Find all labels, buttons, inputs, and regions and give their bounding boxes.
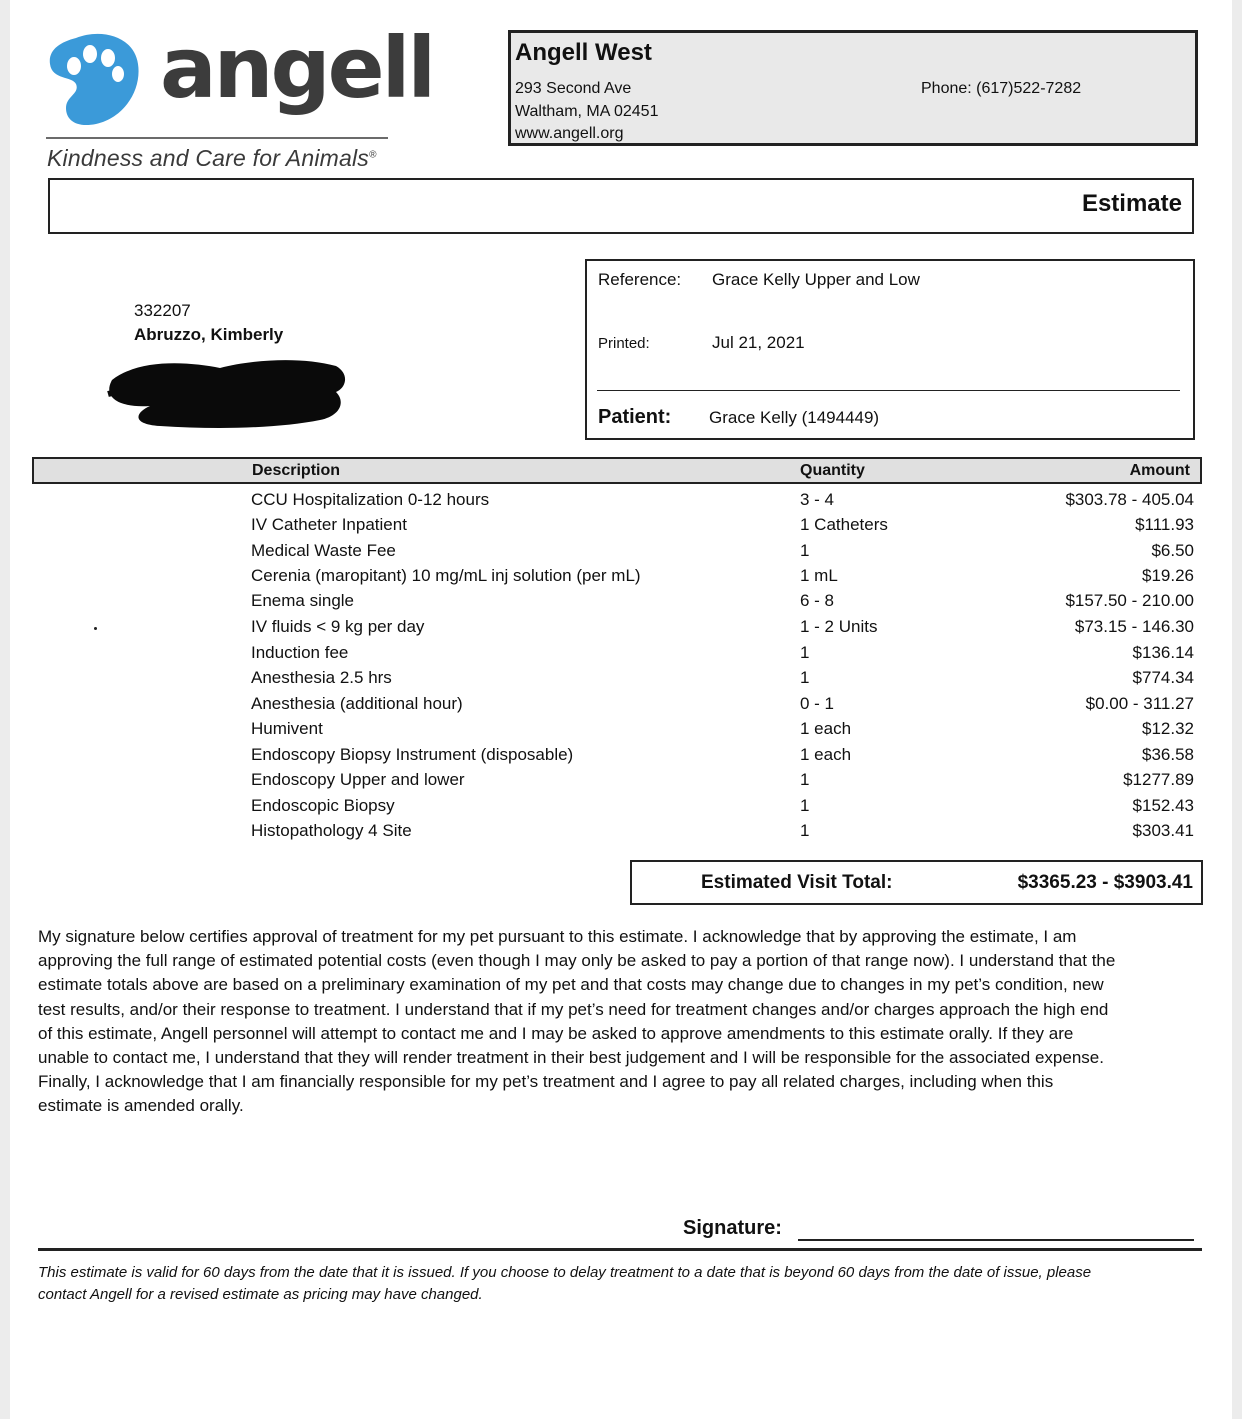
row-quantity: 1 bbox=[800, 770, 810, 789]
row-quantity: 1 Catheters bbox=[800, 515, 888, 534]
table-row bbox=[10, 794, 1232, 819]
table-row bbox=[10, 539, 1232, 564]
row-amount: $12.32 bbox=[1142, 719, 1194, 738]
row-amount: $303.78 - 405.04 bbox=[1065, 490, 1194, 509]
row-amount: $152.43 bbox=[1132, 796, 1194, 815]
row-description: IV fluids < 9 kg per day bbox=[251, 617, 425, 636]
row-amount: $1277.89 bbox=[1123, 770, 1194, 789]
row-description: CCU Hospitalization 0-12 hours bbox=[251, 490, 490, 509]
patient-value: Grace Kelly (1494449) bbox=[709, 408, 880, 427]
printed-date: Jul 21, 2021 bbox=[712, 333, 805, 352]
estimated-total-label: Estimated Visit Total: bbox=[701, 872, 893, 893]
row-description: Endoscopy Upper and lower bbox=[251, 770, 465, 789]
reference-divider bbox=[597, 390, 1180, 391]
row-quantity: 1 bbox=[800, 821, 810, 840]
estimated-total-box bbox=[630, 860, 1203, 905]
table-row bbox=[10, 768, 1232, 793]
table-row bbox=[10, 513, 1232, 538]
row-quantity: 6 - 8 bbox=[800, 591, 835, 610]
clinic-website: www.angell.org bbox=[515, 125, 624, 142]
row-amount: $6.50 bbox=[1151, 541, 1194, 560]
row-quantity: 1 each bbox=[800, 719, 852, 738]
row-amount: $73.15 - 146.30 bbox=[1074, 617, 1194, 636]
printed-label: Printed: bbox=[598, 335, 650, 352]
logo-wordmark: angell bbox=[160, 19, 434, 117]
quantity-column-header: Quantity bbox=[800, 462, 865, 479]
row-amount: $157.50 - 210.00 bbox=[1065, 591, 1194, 610]
redaction-scribble bbox=[100, 350, 350, 430]
document-title: Estimate bbox=[1081, 190, 1182, 217]
row-quantity: 1 bbox=[800, 668, 810, 687]
row-description: Enema single bbox=[251, 591, 355, 610]
signature-label: Signature: bbox=[683, 1217, 782, 1239]
row-description: Medical Waste Fee bbox=[251, 541, 396, 560]
table-row bbox=[10, 666, 1232, 691]
footer-divider bbox=[38, 1248, 1202, 1251]
row-quantity: 3 - 4 bbox=[800, 490, 835, 509]
table-row bbox=[10, 692, 1232, 717]
reference-box bbox=[585, 259, 1195, 440]
row-amount: $774.34 bbox=[1132, 668, 1194, 687]
row-quantity: 1 mL bbox=[800, 566, 838, 585]
row-amount: $136.14 bbox=[1132, 643, 1194, 662]
row-description: Induction fee bbox=[251, 643, 349, 662]
row-amount: $303.41 bbox=[1132, 821, 1194, 840]
amount-column-header: Amount bbox=[1129, 462, 1190, 479]
clinic-name: Angell West bbox=[515, 39, 652, 66]
patient-label: Patient: bbox=[598, 406, 672, 428]
clinic-info-box bbox=[508, 30, 1198, 146]
clinic-phone: Phone: (617)522-7282 bbox=[921, 80, 1082, 97]
reference-label: Reference: bbox=[598, 270, 682, 289]
row-quantity: 1 bbox=[800, 643, 810, 662]
row-description: Cerenia (maropitant) 10 mg/mL inj solution (per mL) bbox=[251, 566, 641, 585]
row-quantity: 1 bbox=[800, 541, 810, 560]
clinic-address-line-2: Waltham, MA 02451 bbox=[515, 103, 659, 120]
table-row bbox=[10, 641, 1232, 666]
table-row bbox=[10, 819, 1232, 844]
row-amount: $19.26 bbox=[1142, 566, 1194, 585]
row-description: Endoscopic Biopsy bbox=[251, 796, 395, 815]
client-id: 332207 bbox=[134, 301, 191, 320]
reference-value: Grace Kelly Upper and Low bbox=[712, 270, 920, 289]
row-description: Histopathology 4 Site bbox=[251, 821, 412, 840]
table-row bbox=[10, 589, 1232, 614]
table-row bbox=[10, 717, 1232, 742]
logo-divider bbox=[46, 137, 388, 139]
row-quantity: 1 bbox=[800, 796, 810, 815]
row-description: Anesthesia 2.5 hrs bbox=[251, 668, 392, 687]
document-title-banner bbox=[48, 178, 1194, 234]
validity-note: This estimate is valid for 60 days from the date that it is issued. If you choose to delay treatment to a date that is beyond 60 days from the date of issue, please contact Angell for a revised estimate as pricing may have changed. bbox=[38, 1264, 1092, 1303]
paw-logo-icon bbox=[46, 32, 142, 128]
row-description: Endoscopy Biopsy Instrument (disposable) bbox=[251, 745, 574, 764]
signature-line[interactable] bbox=[798, 1239, 1194, 1241]
row-description: Anesthesia (additional hour) bbox=[251, 694, 463, 713]
row-description: IV Catheter Inpatient bbox=[251, 515, 407, 534]
description-column-header: Description bbox=[252, 462, 341, 479]
row-amount: $0.00 - 311.27 bbox=[1085, 694, 1194, 713]
row-amount: $111.93 bbox=[1135, 515, 1194, 534]
row-quantity: 1 - 2 Units bbox=[800, 617, 878, 636]
row-quantity: 1 each bbox=[800, 745, 852, 764]
estimate-page bbox=[10, 0, 1232, 1419]
client-name: Abruzzo, Kimberly bbox=[134, 325, 284, 344]
line-items-header bbox=[32, 457, 1202, 484]
clinic-address-line-1: 293 Second Ave bbox=[515, 80, 632, 97]
row-amount: $36.58 bbox=[1142, 745, 1194, 764]
approval-disclaimer: My signature below certifies approval of treatment for my pet pursuant to this estimate. I acknowledge that by approving the estimate, I am approving the full range of estimated potential costs (even though I may only be asked to pay a portion of that range now). I understand that the estimate totals above are based on a preliminary examination of my pet and that costs may change due to changes in my pet’s condition, new test results, and/or their response to treatment. I understand that if my pet’s need for treatment changes and/or charges approach the high end of this estimate, Angell personnel will attempt to contact me and I may be asked to approve amendments to this estimate orally. If they are unable to contact me, I understand that they will render treatment in their best judgement and I will be responsible for the associated expense. Finally, I acknowledge that I am financially responsible for my pet’s treatment and I agree to pay all related charges, including when this estimate is amended orally. bbox=[38, 927, 1116, 1116]
table-row bbox=[10, 615, 1232, 640]
row-description: Humivent bbox=[251, 719, 323, 738]
table-row bbox=[10, 743, 1232, 768]
table-row bbox=[10, 488, 1232, 513]
logo-tagline: Kindness and Care for Animals® bbox=[47, 145, 377, 171]
table-row bbox=[10, 564, 1232, 589]
row-quantity: 0 - 1 bbox=[800, 694, 835, 713]
estimated-total-value: $3365.23 - $3903.41 bbox=[1017, 872, 1193, 893]
